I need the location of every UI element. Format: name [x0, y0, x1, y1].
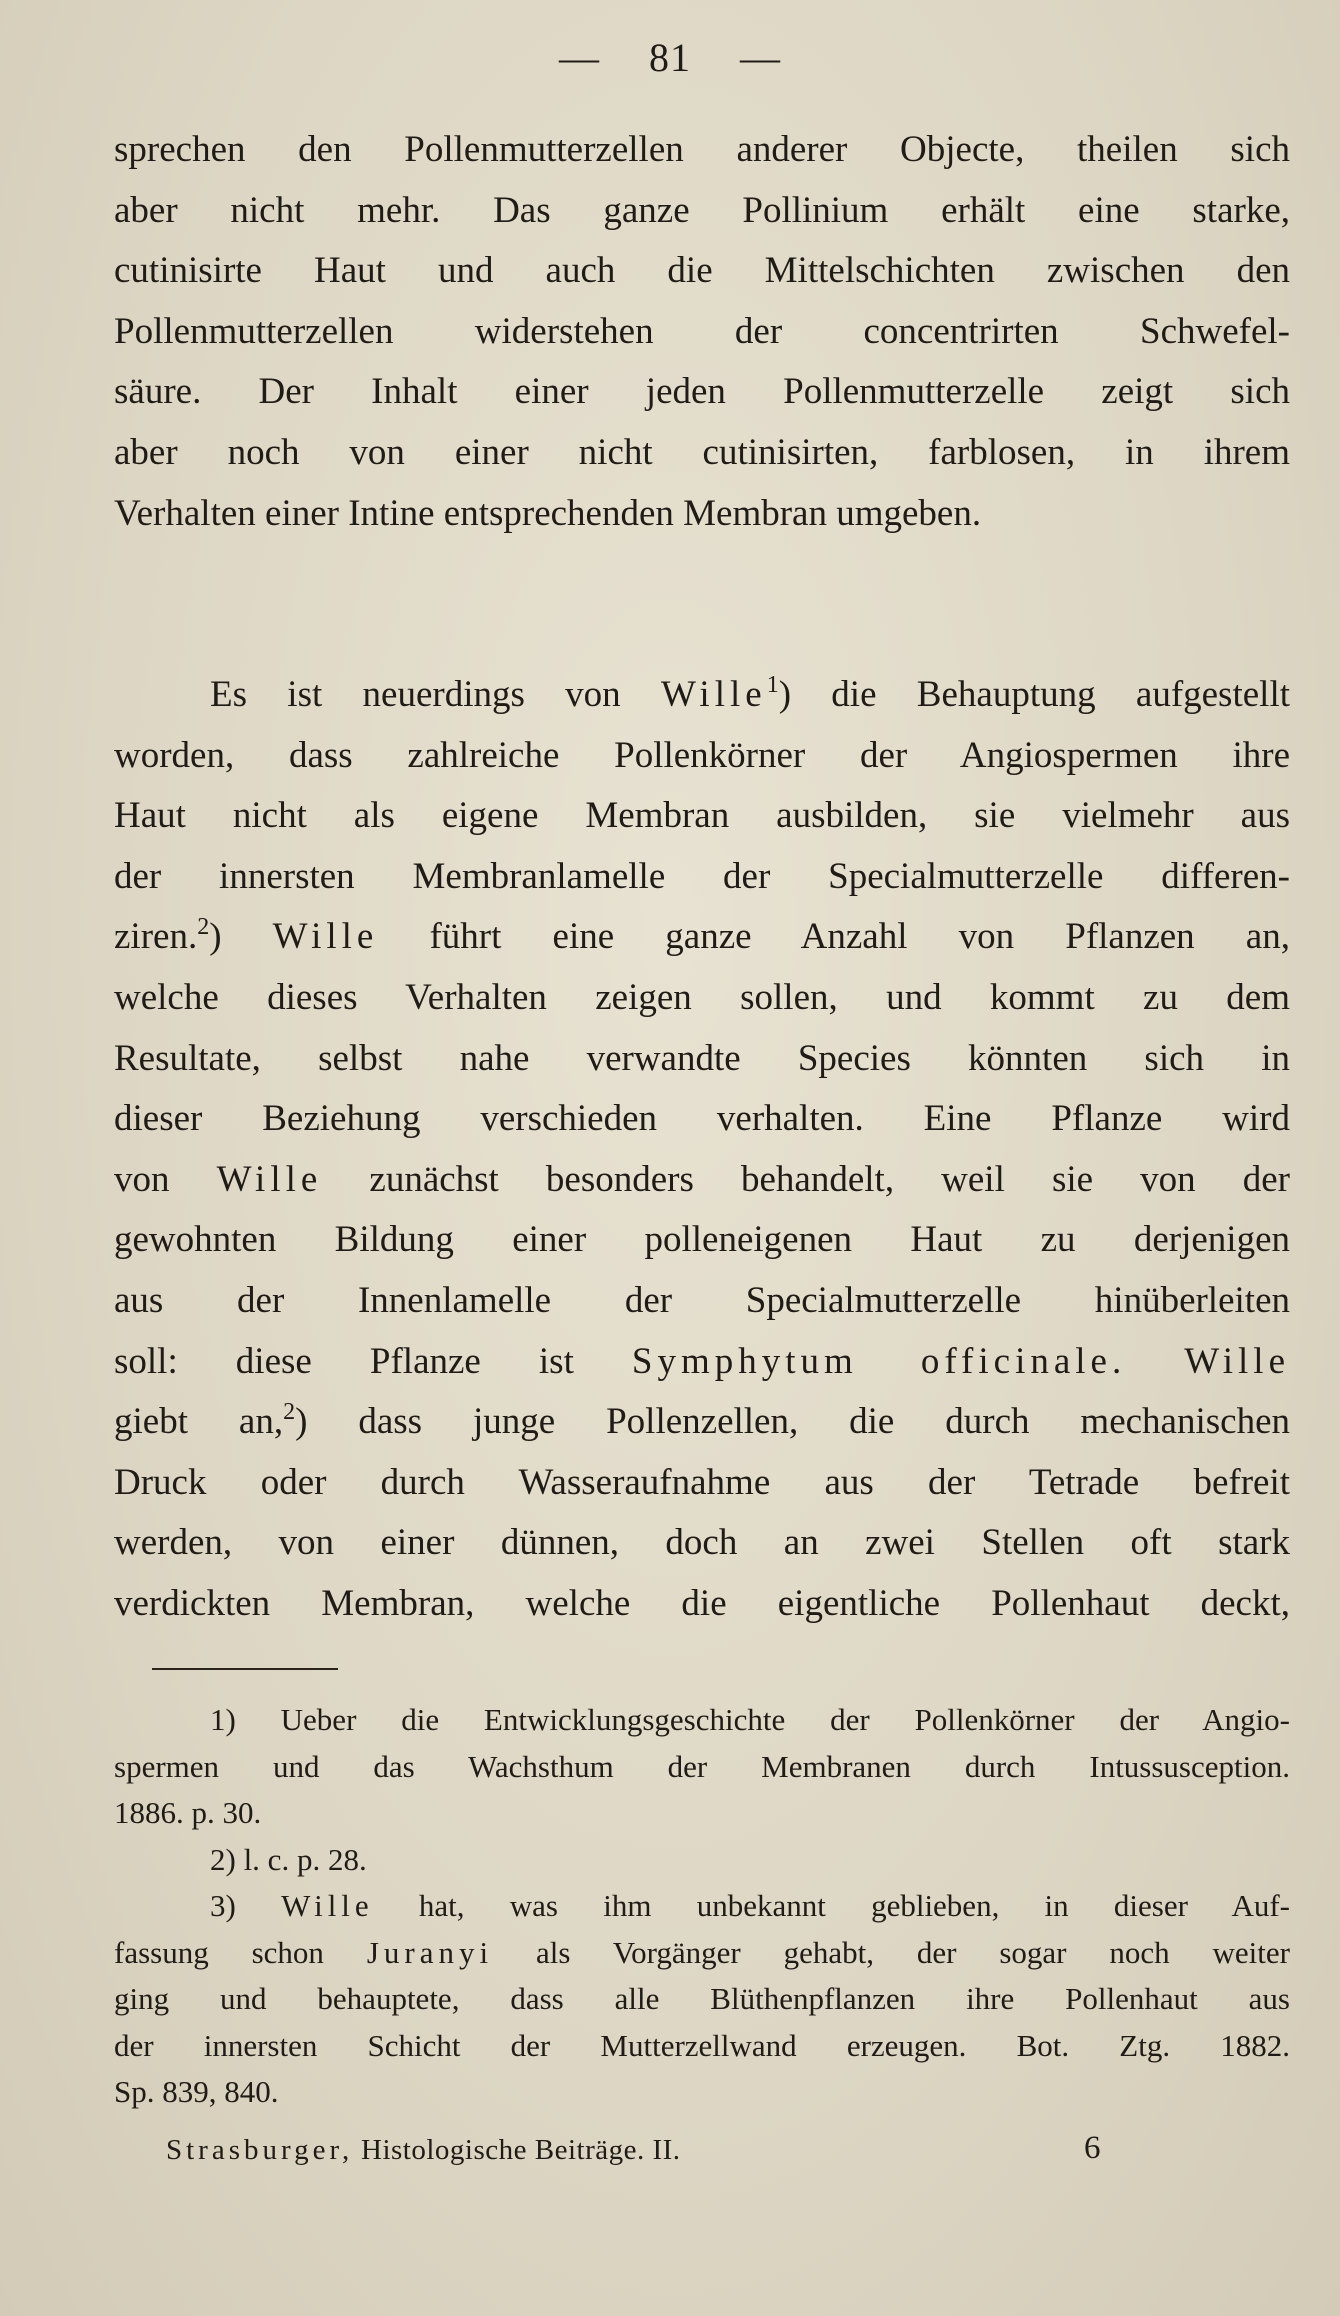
text-line: säure. Der Inhalt einer jeden Pollenmutterzelle zeigt sich: [114, 371, 1290, 413]
author-name-wille: Wille: [272, 916, 379, 958]
text-fragment: ziren.: [114, 916, 198, 958]
text-fragment: [1126, 1341, 1184, 1382]
author-name-wille: Wille: [1184, 1340, 1290, 1382]
text-line: der innersten Membranlamelle der Specialmutterzelle differen-: [114, 855, 1290, 897]
footnote-3-line: [114, 1883, 1290, 1930]
text-line: Resultate, selbst nahe verwandte Species könnten sich in: [114, 1037, 1290, 1079]
header-dash-right: —: [740, 35, 781, 80]
text-line: worden, dass zahlreiche Pollenkörner der Angiospermen ihre: [114, 734, 1290, 776]
text-fragment: von: [114, 1158, 217, 1200]
text-fragment: giebt an,: [114, 1401, 284, 1443]
page-header: [0, 34, 1340, 81]
paragraph-1: [114, 120, 1290, 544]
author-name-wille: Wille: [660, 674, 767, 715]
footnote-3-line: der innersten Schicht der Mutterzellwand erzeugen. Bot. Ztg. 1882.: [114, 2027, 1290, 2063]
text-line: dieser Beziehung verschieden verhalten. Eine Pflanze wird: [114, 1098, 1290, 1140]
text-fragment: führt eine ganze Anzahl von Pflanzen an,: [378, 916, 1290, 958]
printer-signature: [166, 2134, 681, 2167]
text-line: Pollenmutterzellen widerstehen der concentrirten Schwefel-: [114, 310, 1290, 352]
text-fragment: soll: diese Pflanze ist: [114, 1340, 632, 1382]
text-fragment: fassung schon: [114, 1934, 367, 1970]
text-line: sprechen den Pollenmutterzellen anderer Objecte, theilen sich: [114, 129, 1290, 170]
author-name-juranyi: Juranyi: [366, 1934, 494, 1970]
footnote-2: 2) l. c. p. 28.: [210, 1841, 367, 1877]
header-dash-left: —: [559, 35, 600, 80]
text-line: Druck oder durch Wasseraufnahme aus der Tetrade befreit: [114, 1461, 1290, 1503]
text-fragment: ): [209, 916, 273, 958]
sheet-number: 6: [1084, 2130, 1101, 2166]
text-line: werden, von einer dünnen, doch an zwei Stellen oft stark: [114, 1522, 1290, 1564]
text-fragment: hat, was ihm unbekannt geblieben, in dieser Auf-: [373, 1888, 1290, 1923]
text-line: Verhalten einer Intine entsprechenden Membran umgeben.: [114, 492, 982, 534]
footnote-1-line: 1886. p. 30.: [114, 1795, 262, 1830]
footnote-ref: 1: [766, 672, 779, 698]
text-line: cutinisirte Haut und auch die Mittelschichten zwischen den: [114, 250, 1290, 292]
text-line: [114, 907, 1290, 968]
footnote-1-line: spermen und das Wachsthum der Membranen durch Intussusception.: [114, 1748, 1290, 1784]
text-line: aber noch von einer nicht cutinisirten, farblosen, in ihrem: [114, 431, 1290, 473]
footnote-3-line: [114, 1930, 1290, 1977]
text-fragment: ) die Behauptung aufgestellt: [778, 674, 1290, 715]
author-name-wille: Wille: [281, 1888, 374, 1923]
paragraph-2: [114, 665, 1290, 1635]
species-name: Symphytum officinale.: [631, 1340, 1127, 1382]
footnotes: [114, 1697, 1290, 2116]
text-fragment: zunächst besonders behandelt, weil sie von der: [322, 1158, 1290, 1200]
text-line: Haut nicht als eigene Membran ausbilden, sie vielmehr aus: [114, 795, 1290, 837]
text-line: aus der Innenlamelle der Specialmutterzelle hinüberleiten: [114, 1279, 1290, 1321]
text-line: verdickten Membran, welche die eigentliche Pollenhaut deckt,: [114, 1582, 1290, 1624]
text-line: [114, 1150, 1290, 1211]
text-line: welche dieses Verhalten zeigen sollen, und kommt zu dem: [114, 976, 1290, 1018]
author-name-wille: Wille: [216, 1158, 323, 1200]
page-number: 81: [649, 35, 691, 80]
text-fragment: als Vorgänger gehabt, der sogar noch weiter: [493, 1934, 1290, 1970]
text-fragment: ) dass junge Pollenzellen, die durch mechanischen: [295, 1401, 1290, 1443]
footnote-1-line: 1) Ueber die Entwicklungsgeschichte der Pollenkörner der Angio-: [210, 1702, 1290, 1737]
footnote-divider: [152, 1668, 338, 1670]
text-fragment: 3): [210, 1888, 282, 1923]
footnote-3-line: Sp. 839, 840.: [114, 2074, 279, 2109]
text-line: [114, 1332, 1290, 1393]
footnote-ref: 2: [283, 1399, 296, 1426]
text-line: gewohnten Bildung einer polleneigenen Haut zu derjenigen: [114, 1219, 1290, 1261]
footnote-ref: 2: [197, 914, 210, 941]
text-line: aber nicht mehr. Das ganze Pollinium erhält eine starke,: [114, 189, 1290, 231]
text-line: [114, 665, 1290, 726]
signature-author: Strasburger,: [166, 2134, 354, 2166]
text-fragment: Es ist neuerdings von: [210, 674, 661, 715]
signature-title: Histologische Beiträge. II.: [353, 2134, 681, 2166]
footnote-3-line: ging und behauptete, dass alle Blüthenpflanzen ihre Pollenhaut aus: [114, 1981, 1290, 2016]
text-line: [114, 1392, 1290, 1453]
